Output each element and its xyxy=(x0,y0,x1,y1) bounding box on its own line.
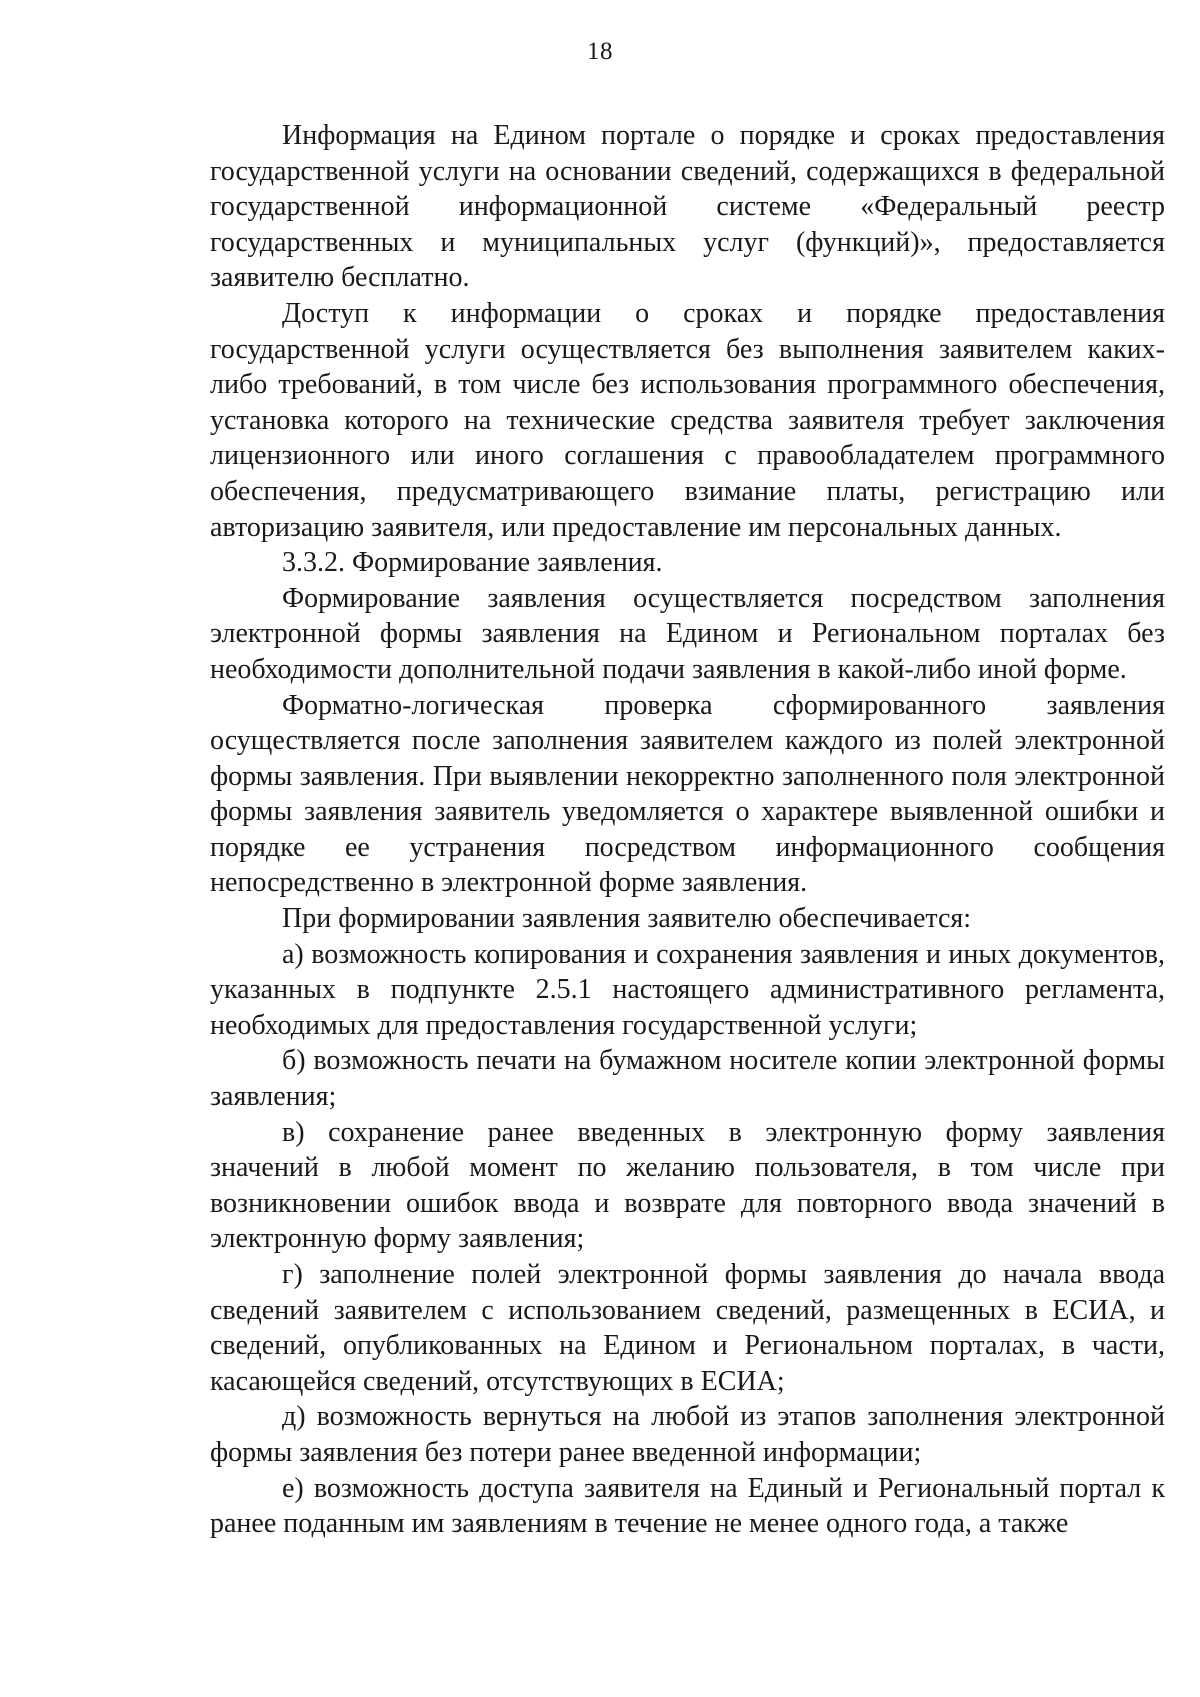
list-item-d: д) возможность вернуться на любой из этапов заполнения электронной формы заявления без потери ранее введенной информации; xyxy=(210,1401,1165,1468)
list-item-b: б) возможность печати на бумажном носителе копии электронной формы заявления; xyxy=(210,1045,1165,1113)
paragraph-format-check: Форматно-логическая проверка сформированного заявления осуществляется после заполнения заявителем каждого из полей электронной формы заявления. При выявлении некорректно заполненного поля электронной формы заявления заявитель уведомляется о характере выявленной ошибки и порядке ее устранения посредством информационного сообщения непосредственно в электронной форме заявления. xyxy=(210,689,1165,899)
list-item-a: а) возможность копирования и сохранения заявления и иных документов, указанных в подпункте 2.5.1 настоящего административного регламента, необходимых для предоставления государственной услуги; xyxy=(210,938,1165,1041)
section-heading-3-3-2: 3.3.2. Формирование заявления. xyxy=(282,547,663,579)
paragraph-info-free: Информация на Едином портале о порядке и сроках предоставления государственной услуги на основании сведений, содержащихся в федеральной государственной информационной системе «Федеральный реестр государственных и муниципальных услуг (функций)», предоставляется заявителю бесплатно. xyxy=(210,120,1165,294)
list-item-v: в) сохранение ранее введенных в электронную форму заявления значений в любой момент по желанию пользователя, в том числе при возникновении ошибок ввода и возврате для повторного ввода значений в электронную форму заявления; xyxy=(210,1116,1165,1255)
paragraph-form-creation: Формирование заявления осуществляется посредством заполнения электронной формы заявления на Едином и Региональном порталах без необходимости дополнительной подачи заявления в какой-либо иной форме. xyxy=(210,582,1165,685)
paragraph-access-info: Доступ к информации о сроках и порядке предоставления государственной услуги осуществляется без выполнения заявителем каких-либо требований, в том числе без использования программного обеспечения, установка которого на технические средства заявителя требует заключения лицензионного или иного соглашения с правообладателем программного обеспечения, предусматривающего взимание платы, регистрацию или авторизацию заявителя, или предоставление им персональных данных. xyxy=(210,297,1165,543)
list-item-g: г) заполнение полей электронной формы заявления до начала ввода сведений заявителем с использованием сведений, размещенных в ЕСИА, и сведений, опубликованных на Едином и Региональном порталах, в части, касающейся сведений, отсутствующих в ЕСИА; xyxy=(210,1259,1165,1397)
paragraph-provisions-intro: При формировании заявления заявителю обеспечивается: xyxy=(282,903,972,935)
list-item-e: е) возможность доступа заявителя на Единый и Региональный портал к ранее поданным им заявлениям в течение не менее одного года, а также xyxy=(210,1472,1165,1540)
page-number: 18 xyxy=(587,38,613,65)
document-body xyxy=(210,118,1165,1542)
